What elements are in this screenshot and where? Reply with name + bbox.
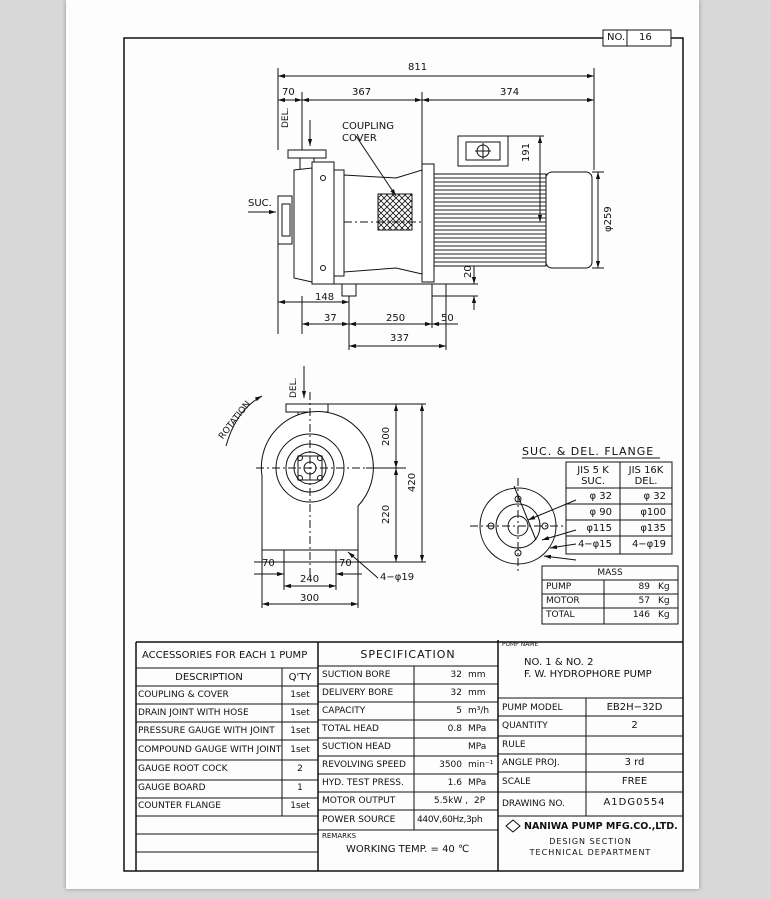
accessory-qty: 2 xyxy=(297,764,303,774)
drawing-sheet xyxy=(66,0,699,889)
design-section: DESIGN SECTION xyxy=(549,837,632,846)
accessories-title: ACCESSORIES FOR EACH 1 PUMP xyxy=(142,650,308,661)
accessory-qty: 1set xyxy=(290,726,310,736)
spec-unit: MPa xyxy=(468,778,487,788)
flange-cell: φ 90 xyxy=(589,507,612,518)
label-cover: COVER xyxy=(342,133,377,144)
label-suc: SUC. xyxy=(248,198,272,209)
dim-bolts: 4−φ19 xyxy=(380,572,415,583)
pump-info-label: PUMP MODEL xyxy=(502,703,563,713)
flange-header-del-std: JIS 16K xyxy=(628,465,664,476)
accessory-qty: 1set xyxy=(290,801,310,811)
flange-cell: φ 32 xyxy=(589,491,612,502)
accessory-qty: 1 xyxy=(297,783,303,793)
dim-base-width: 300 xyxy=(300,593,320,604)
dim-base-end: 50 xyxy=(441,313,454,324)
accessory-description: DRAIN JOINT WITH HOSE xyxy=(138,708,249,718)
pump-info-value: 2 xyxy=(631,720,638,731)
accessory-description: GAUGE BOARD xyxy=(138,783,206,793)
label-del-front: DEL. xyxy=(289,377,299,398)
drawing-no-value: A1DG0554 xyxy=(603,797,666,808)
spec-unit: MPa xyxy=(468,742,487,752)
flange-header-del: DEL. xyxy=(634,476,658,487)
spec-value: 32 xyxy=(450,670,462,680)
accessories-header-description: DESCRIPTION xyxy=(175,672,243,683)
remarks-text: WORKING TEMP. = 40 ℃ xyxy=(346,844,470,855)
flange-cell: φ135 xyxy=(640,523,666,534)
pump-info-label: DRAWING NO. xyxy=(502,799,565,809)
pump-info-value: EB2H−32D xyxy=(606,702,663,713)
pump-name-line2: F. W. HYDROPHORE PUMP xyxy=(524,669,652,680)
flange-cell: φ100 xyxy=(640,507,666,518)
flange-header-suc: SUC. xyxy=(581,476,605,487)
dim-pump: 367 xyxy=(352,87,372,98)
dim-base-step: 20 xyxy=(463,265,474,278)
spec-value: 0.8 xyxy=(447,724,462,734)
dim-foot-left: 70 xyxy=(262,558,275,569)
mass-value: 146 xyxy=(632,610,650,620)
mass-value: 57 xyxy=(638,596,650,606)
accessory-qty: 1set xyxy=(290,690,310,700)
dim-motor-dia: φ259 xyxy=(603,206,614,232)
spec-unit: 2P xyxy=(474,796,486,806)
spec-value: 32 xyxy=(450,688,462,698)
spec-label: DELIVERY BORE xyxy=(322,688,394,698)
pump-name-label: PUMP NAME xyxy=(502,641,539,648)
flange-cell: φ 32 xyxy=(643,491,666,502)
technical-department: TECHNICAL DEPARTMENT xyxy=(529,848,652,857)
spec-unit: MPa xyxy=(468,724,487,734)
accessory-description: COUNTER FLANGE xyxy=(138,801,221,811)
spec-value: 440V,60Hz,3ph xyxy=(417,815,483,825)
dim-total-height: 420 xyxy=(407,472,418,492)
spec-label: HYD. TEST PRESS. xyxy=(322,778,404,788)
accessory-description: COMPOUND GAUGE WITH JOINT xyxy=(138,745,282,755)
mass-unit: Kg xyxy=(658,610,670,620)
spec-label: SUCTION HEAD xyxy=(322,742,391,752)
pump-info-label: SCALE xyxy=(502,777,531,787)
dim-edge: 37 xyxy=(324,313,337,324)
accessory-description: GAUGE ROOT COCK xyxy=(138,764,228,774)
spec-value: 3500 xyxy=(439,760,462,770)
mass-unit: Kg xyxy=(658,596,670,606)
remarks-label: REMARKS xyxy=(322,832,357,840)
flange-header-suc-std: JIS 5 K xyxy=(577,465,609,476)
spec-unit: mm xyxy=(468,670,486,680)
company-name: NANIWA PUMP MFG.CO.,LTD. xyxy=(524,821,678,832)
dim-lower: 220 xyxy=(381,504,392,524)
accessory-qty: 1set xyxy=(290,745,310,755)
flange-cell: 4−φ19 xyxy=(631,539,666,550)
spec-value: 5 xyxy=(456,706,462,716)
spec-label: CAPACITY xyxy=(322,706,366,716)
pump-name-line1: NO. 1 & NO. 2 xyxy=(524,657,594,668)
pump-info-label: QUANTITY xyxy=(502,721,548,731)
label-rotation: ROTATION xyxy=(217,399,254,442)
dim-motor-height: 191 xyxy=(521,142,532,162)
pump-info-label: ANGLE PROJ. xyxy=(502,758,560,768)
dim-flange: 70 xyxy=(282,87,295,98)
accessory-qty: 1set xyxy=(290,708,310,718)
side-view xyxy=(248,68,604,350)
sheet-no-value: 16 xyxy=(639,32,652,43)
dim-foot-right: 70 xyxy=(339,558,352,569)
dim-base-total: 337 xyxy=(390,333,410,344)
label-del-side: DEL. xyxy=(281,107,291,128)
dim-motor: 374 xyxy=(500,87,520,98)
flange-cell: φ115 xyxy=(586,523,612,534)
spec-unit: m³/h xyxy=(468,706,490,716)
spec-label: REVOLVING SPEED xyxy=(322,760,406,770)
spec-unit: mm xyxy=(468,688,486,698)
accessory-description: PRESSURE GAUGE WITH JOINT xyxy=(138,726,275,736)
pump-info-value: FREE xyxy=(621,776,648,787)
label-coupling: COUPLING xyxy=(342,121,394,132)
specification-title: SPECIFICATION xyxy=(360,648,456,661)
pump-info-label: RULE xyxy=(502,740,526,750)
pump-info-value: 3 rd xyxy=(624,757,645,768)
mass-item: PUMP xyxy=(546,582,572,592)
dim-base-mid: 250 xyxy=(386,313,406,324)
spec-label: SUCTION BORE xyxy=(322,670,391,680)
mass-item: TOTAL xyxy=(546,610,575,620)
company-logo-icon xyxy=(506,820,520,832)
mass-item: MOTOR xyxy=(546,596,580,606)
mass-value: 89 xyxy=(638,582,650,592)
spec-unit: min⁻¹ xyxy=(468,760,494,770)
sheet-no-label: NO. xyxy=(607,32,626,43)
dim-overall: 811 xyxy=(408,62,428,73)
dim-to-suction: 148 xyxy=(315,292,335,303)
dim-foot-span: 240 xyxy=(300,574,320,585)
spec-value: 5.5kW , xyxy=(433,796,468,806)
spec-value: 1.6 xyxy=(447,778,462,788)
accessories-header-qty: Q'TY xyxy=(288,672,312,683)
accessory-description: COUPLING & COVER xyxy=(138,690,229,700)
dim-upper: 200 xyxy=(381,426,392,446)
mass-title: MASS xyxy=(597,568,623,578)
spec-label: TOTAL HEAD xyxy=(322,724,379,734)
spec-label: POWER SOURCE xyxy=(322,815,396,825)
spec-label: MOTOR OUTPUT xyxy=(322,796,396,806)
mass-unit: Kg xyxy=(658,582,670,592)
flange-cell: 4−φ15 xyxy=(577,539,612,550)
flange-table-title: SUC. & DEL. FLANGE xyxy=(522,445,655,458)
